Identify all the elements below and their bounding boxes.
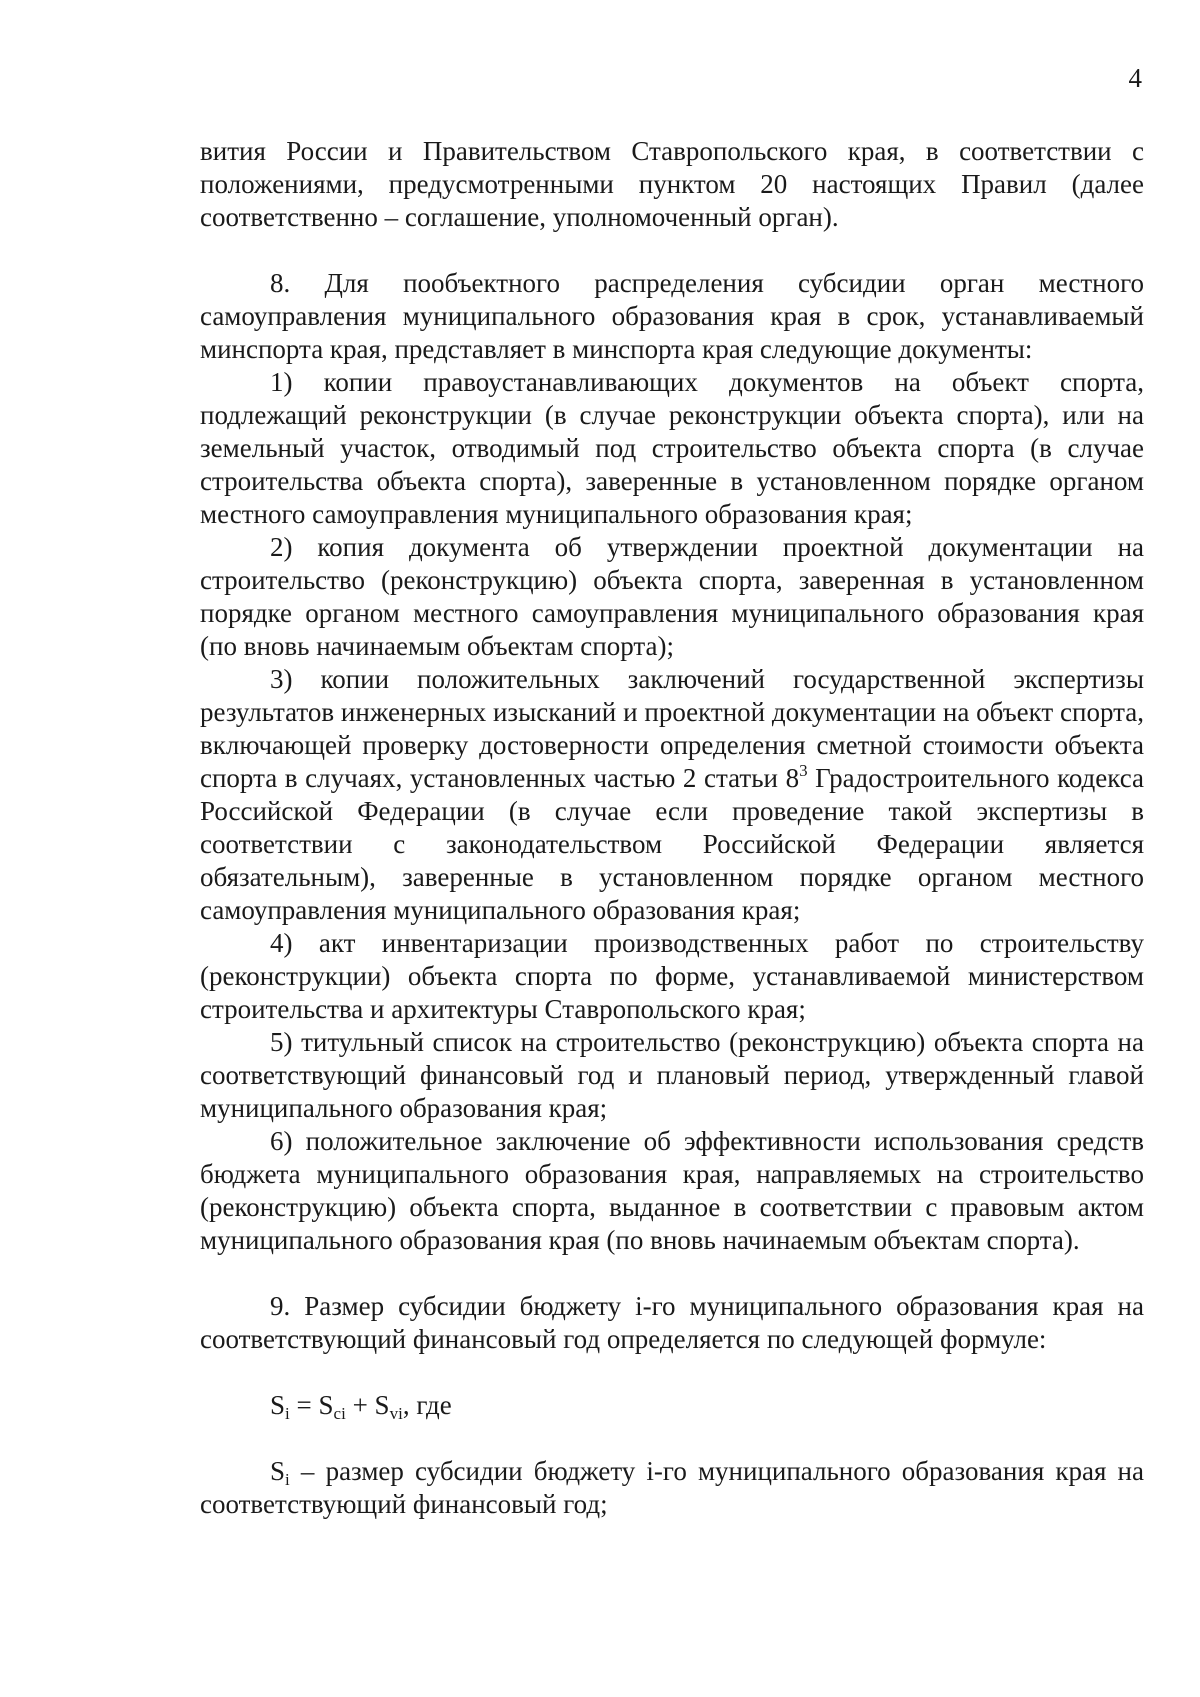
formula-s-v: S	[374, 1390, 390, 1420]
paragraph-continuation: вития России и Правительством Ставропольского края, в соответствии с положениями, предусмотренными пунктом 20 настоящих Правил (далее соответственно – соглашение, уполномоченный орган).	[200, 136, 1144, 232]
paragraph-9: 9. Размер субсидии бюджету i-го муниципального образования края на соответствующий финансовый год определяется по следующей формуле:	[200, 1291, 1144, 1354]
formula-sub-ci: ci	[333, 1404, 346, 1423]
paragraph-8-intro: 8. Для пообъектного распределения субсидии орган местного самоуправления муниципального образования края в срок, устанавливаемый минспорта края, представляет в минспорта края следующие документы:	[200, 268, 1144, 364]
page-number: 4	[1128, 63, 1142, 93]
formula-s-c: S	[318, 1390, 334, 1420]
paragraph-8-item-5: 5) титульный список на строительство (реконструкцию) объекта спорта на соответствующий финансовый год и плановый период, утвержденный главой муниципального образования края;	[200, 1027, 1144, 1123]
formula-tail: , где	[402, 1390, 452, 1420]
formula-plus: +	[345, 1390, 375, 1420]
formula-eq: =	[289, 1390, 319, 1420]
definition-s-sub: i	[285, 1470, 290, 1489]
formula-sub-i: i	[285, 1404, 290, 1423]
paragraph-8-item-2: 2) копия документа об утверждении проектной документации на строительство (реконструкцию) объекта спорта, заверенная в установленном порядке органом местного самоуправления муниципального образования края (по вновь начинаемым объектам спорта);	[200, 532, 1144, 661]
item-3-text-part2: Градостроительного кодекса Российской Федерации (в случае если проведение такой экспертизы в соответствии с законодательством Российской Федерации является обязательным), заверенные в установленном порядке органом местного самоуправления муниципального образования края;	[200, 763, 1145, 925]
definition-s-i	[200, 1455, 1144, 1521]
definition-s-symbol: S	[270, 1456, 286, 1486]
paragraph-8-item-1: 1) копии правоустанавливающих документов на объект спорта, подлежащий реконструкции (в случае реконструкции объекта спорта), или на земельный участок, отводимый под строительство объекта спорта (в случае строительства объекта спорта), заверенные в установленном порядке органом местного самоуправления муниципального образования края;	[200, 367, 1144, 529]
item-3-superscript: 3	[799, 761, 808, 780]
document-body	[200, 135, 1144, 1521]
paragraph-8-item-6: 6) положительное заключение об эффективности использования средств бюджета муниципального образования края, направляемых на строительство (реконструкцию) объекта спорта, выданное в соответствии с правовым актом муниципального образования края (по вновь начинаемым объектам спорта).	[200, 1126, 1144, 1255]
paragraph-8-item-3	[200, 663, 1144, 927]
formula-sub-vi: vi	[389, 1404, 403, 1423]
paragraph-8-item-4: 4) акт инвентаризации производственных работ по строительству (реконструкции) объекта спорта по форме, устанавливаемой министерством строительства и архитектуры Ставропольского края;	[200, 928, 1144, 1024]
definition-s-text: – размер субсидии бюджету i-го муниципального образования края на соответствующий финансовый год;	[200, 1456, 1144, 1519]
formula-s: S	[270, 1390, 286, 1420]
item-3-text-part1: 3) копии положительных заключений государственной экспертизы результатов инженерных изысканий и проектной документации на объект спорта, включающей проверку достоверности определения сметной стоимости объекта спорта в случаях, установленных частью 2 статьи 8	[200, 664, 1144, 793]
formula-line	[200, 1389, 1144, 1422]
